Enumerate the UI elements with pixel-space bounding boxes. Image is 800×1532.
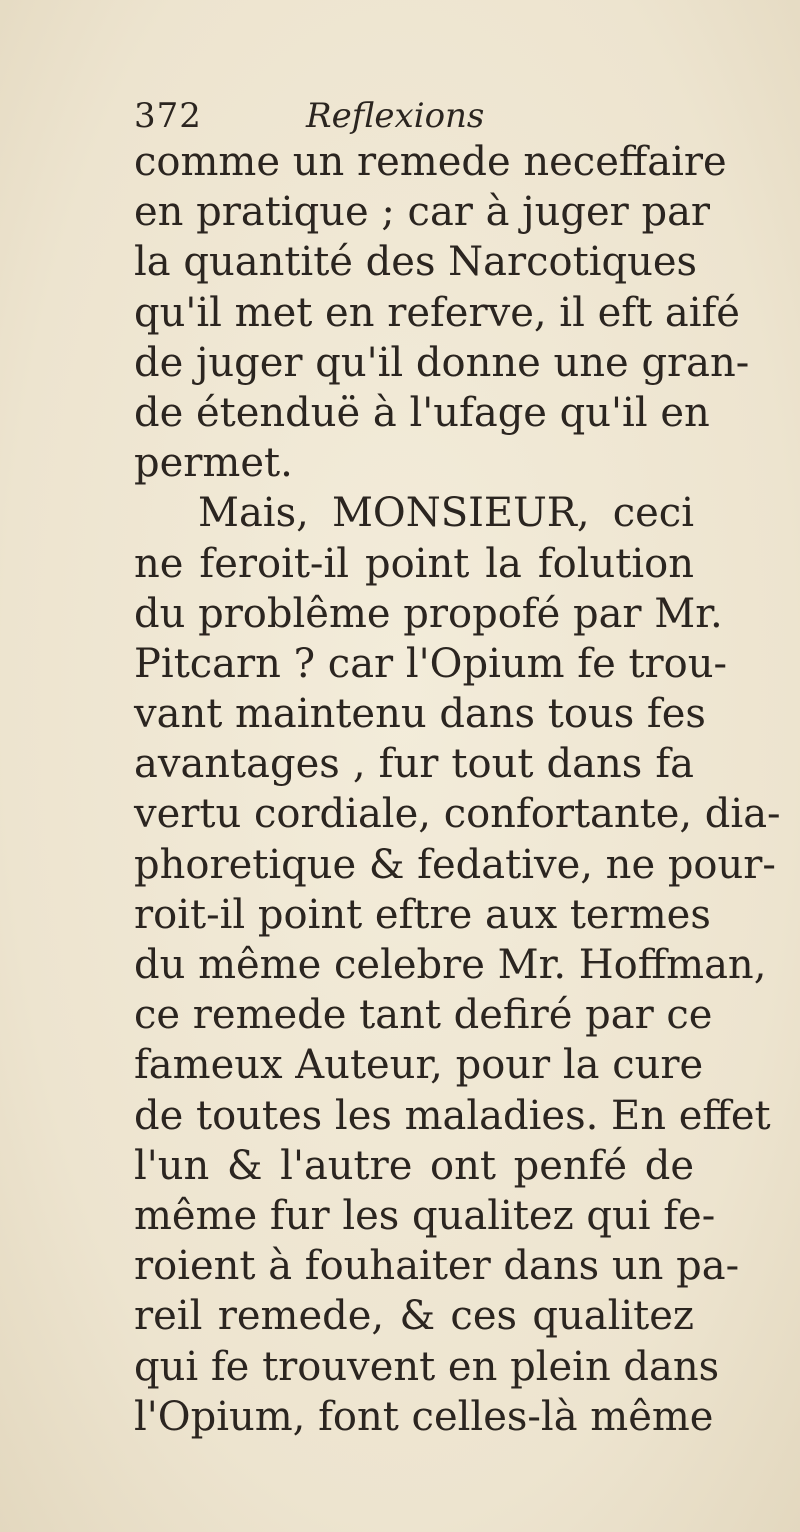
text-line: vant maintenu dans tous fes <box>134 691 706 738</box>
text-line: phoretique & fedative, ne pour- <box>134 841 776 888</box>
text-line: de toutes les maladies. En effet <box>134 1092 771 1139</box>
text-line: de étenduë à l'ufage qu'il en <box>134 389 710 436</box>
text-line: du même celebre Mr. Hoffman, <box>134 942 767 988</box>
text-line: vertu cordiale, confortante, dia- <box>134 791 781 838</box>
text-line: comme un remede neceffaire <box>134 139 727 185</box>
text-line: l'un & l'autre ont penfé de <box>134 1142 694 1189</box>
page-number: 372 <box>134 96 202 136</box>
text-line: roient à fouhaiter dans un pa- <box>134 1243 740 1290</box>
running-title: Reflexions <box>306 96 485 136</box>
text-line: roit-il point eftre aux termes <box>134 891 711 938</box>
text-line: la quantité des Narcotiques <box>134 239 698 286</box>
text-line: Pitcarn ? car l'Opium fe trou- <box>134 640 728 687</box>
text-line: ne feroit-il point la folution <box>134 540 694 587</box>
text-line: qui fe trouvent en plein dans <box>134 1343 720 1390</box>
text-line: permet. <box>134 440 293 487</box>
text-line: ce remede tant defiré par ce <box>134 992 713 1039</box>
text-line: fameux Auteur, pour la cure <box>134 1042 704 1089</box>
text-line: en pratique ; car à juger par <box>134 189 711 236</box>
text-line: qu'il met en referve, il eft aifé <box>134 289 740 336</box>
text-line: du problême propofé par Mr. <box>134 590 723 637</box>
page-header <box>134 96 694 136</box>
text-line: de juger qu'il donne une gran- <box>134 339 750 386</box>
text-line: même fur les qualitez qui fe- <box>134 1192 716 1239</box>
text-line: avantages , fur tout dans fa <box>134 741 694 788</box>
text-line: Mais, MONSIEUR, ceci <box>198 490 694 537</box>
text-line: l'Opium, font celles-là même <box>134 1393 714 1440</box>
text-line: reil remede, & ces qualitez <box>134 1293 694 1340</box>
body-text <box>134 137 781 1442</box>
